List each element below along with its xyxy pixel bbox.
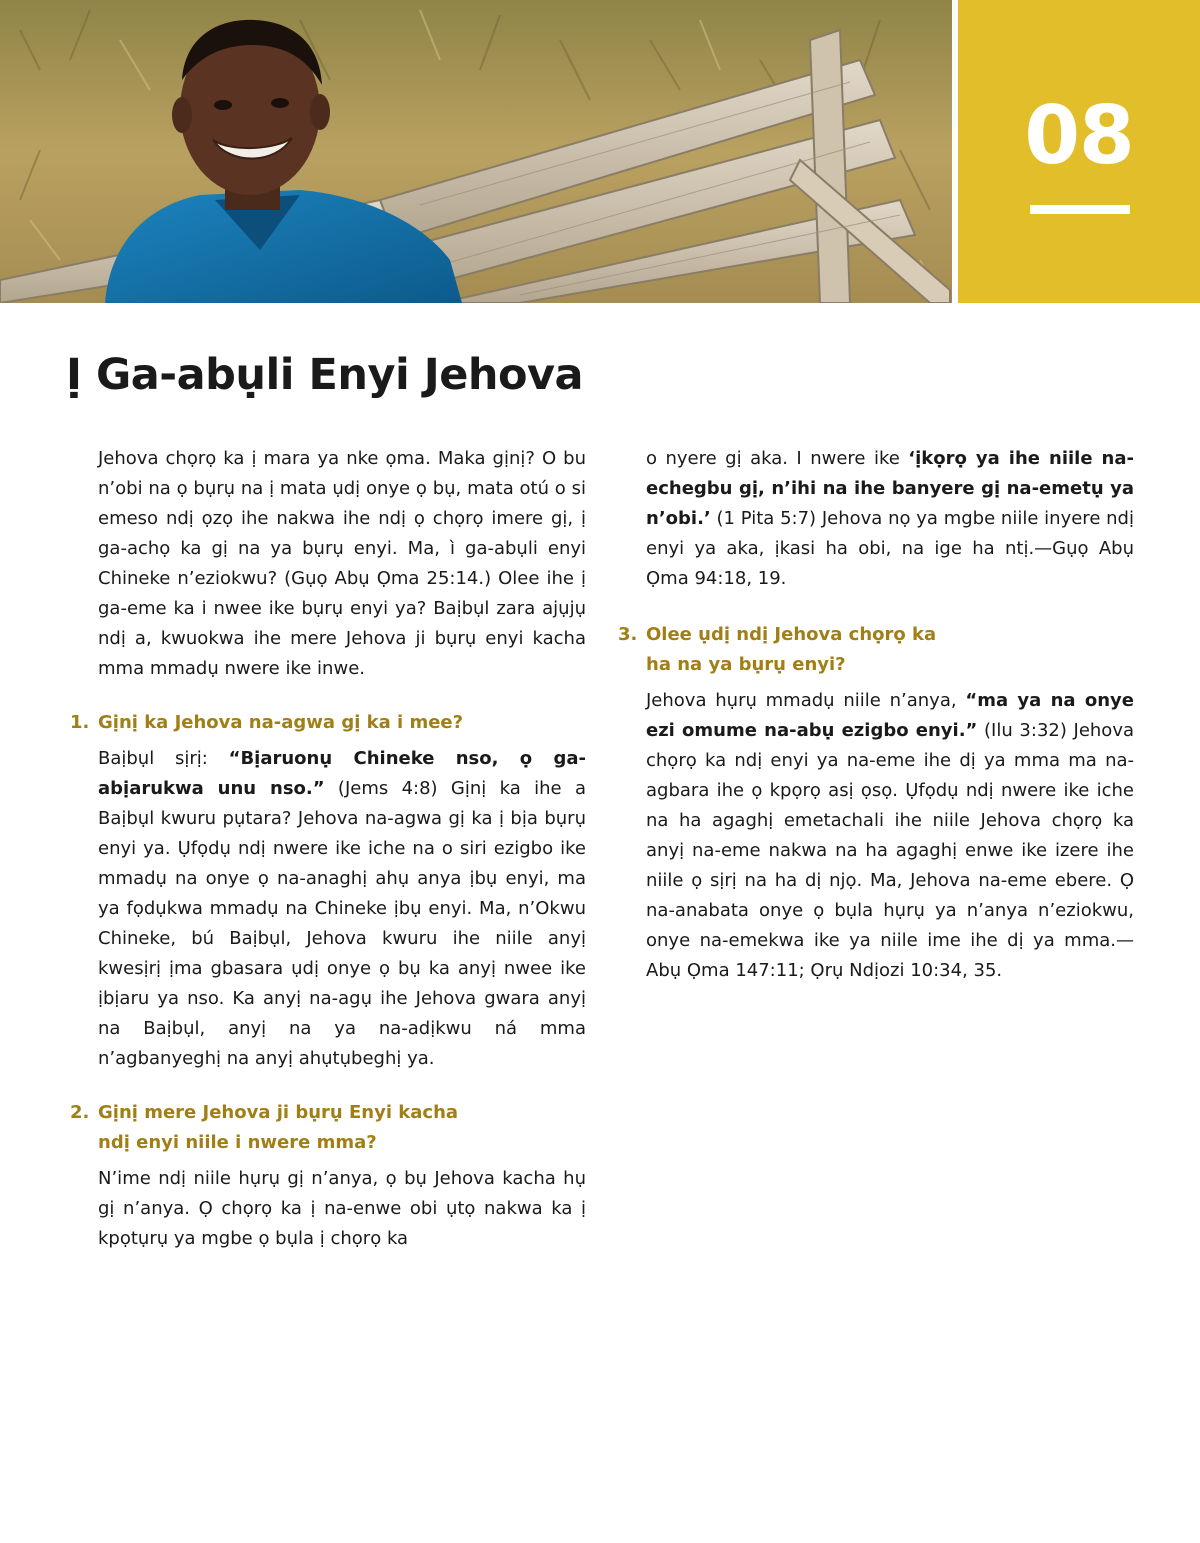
body-text: Baịbụl sịrị: [98,748,229,769]
body-text: Jehova hụrụ mmadụ niile n’anya, [646,690,966,711]
section-2-body-continued [646,444,1134,594]
left-column [70,444,586,1254]
body-text: (Ilu 3:32) Jehova chọrọ ka ndị enyi ya na-eme ihe dị ya mma ma na-agbara ihe ọ kpọrọ asị ọsọ. Ụfọdụ ndị nwere ike iche na ha agaghị emetachali ihe niile Jehova chọrọ ka anyị na-eme nakwa na ha agaghị enwe ike izere ihe niile ọ sịrị na ha dị njọ. Ma, Jehova na-eme ebere. Ọ na-anabata onye ọ bụla hụrụ ya n’anya n’eziokwu, onye na-emekwa ike ya niile ime ihe dị ya mma.—Abụ Ọma 147:11; Ọrụ Ndịozi 10:34, 35. [646,720,1134,981]
bold-quote: ‘ịkọrọ ya ihe niile na-echegbu gị, n’ihi na ihe banyere gị na-emetụ ya n’obi.’ [646,448,1134,529]
section-1-body [98,744,586,1074]
question-text [98,1098,586,1158]
question-2 [70,1098,586,1158]
chapter-number: 08 [1024,89,1134,182]
question-line: Gịnị mere Jehova ji bụrụ Enyi kacha [98,1102,459,1123]
intro-paragraph: Jehova chọrọ ka ị mara ya nke ọma. Maka gịnị? O bu n’obi na ọ bụrụ na ị mata ụdị onye ọ bụ, mata otú o si emeso ndị ọzọ ihe nakwa ihe ndị ọ chọrọ imere gị, ị ga-achọ ka gị na ya bụrụ enyi. Ma, ì ga-abụli enyi Chineke n’eziokwu? (Gụọ Abụ Ọma 25:14.) Olee ihe ị ga-eme ka i nwee ike bụrụ enyi ya? Baịbụl zara ajụjụ ndị a, kwuokwa ihe mere Jehova ji bụrụ enyi kacha mma mmadụ nwere ike inwe. [98,448,586,679]
question-3 [618,620,1134,680]
chapter-underline [1030,205,1130,214]
question-number: 2. [70,1102,90,1123]
question-number: 3. [618,624,638,645]
bold-quote: “ma ya na onye ezi omume na-abụ ezigbo enyi.” [646,690,1134,741]
section-2-body-start: N’ime ndị niile hụrụ gị n’anya, ọ bụ Jehova kacha hụ gị n’anya. Ọ chọrọ ka ị na-enwe obi ụtọ nakwa ka ị kpọtụrụ ya mgbe ọ bụla ị chọrọ ka [98,1168,586,1249]
page-title: Ị Ga-abụli Enyi Jehova [66,350,584,400]
smiling-man-leaning-on-wooden-fence-photo [0,0,952,303]
right-column [618,444,1134,986]
question-number: 1. [70,712,90,733]
chapter-badge [958,0,1200,303]
question-line: Olee ụdị ndị Jehova chọrọ ka [646,624,937,645]
question-line: ndị enyi niile i nwere mma? [98,1132,377,1153]
question-line: ha na ya bụrụ enyi? [646,654,846,675]
body-text: (1 Pita 5:7) Jehova nọ ya mgbe niile inyere ndị enyi ya aka, ịkasi ha obi, na ige ha ntị.—Gụọ Abụ Ọma 94:18, 19. [646,508,1134,589]
section-3-body [646,686,1134,986]
question-1 [70,708,586,738]
question-text: Gịnị ka Jehova na-agwa gị ka i mee? [98,712,464,733]
header-photo [0,0,952,303]
bold-quote: “Bịaruonụ Chineke nso, ọ ga-abịarukwa unu nso.” [98,748,586,799]
question-text [646,620,1134,680]
body-text: o nyere gị aka. I nwere ike [646,448,909,469]
body-text: (Jems 4:8) Gịnị ka ihe a Baịbụl kwuru pụtara? Jehova na-agwa gị ka ị bịa bụrụ enyi ya. Ụfọdụ ndị nwere ike iche na o siri ezigbo ike mmadụ na onye ọ na-anaghị ahụ anya ịbụ enyi, ma ya fọdụkwa mmadụ na Chineke ịbụ enyi. Ma, n’Okwu Chineke, bú Baịbụl, Jehova kwuru ihe niile anyị kwesịrị ịma gbasara ụdị onye ọ bụ ka anyị nwee ike ịbịaru ya nso. Ka anyị na-agụ ihe Jehova gwara anyị na Baịbụl, anyị na ya na-adịkwu ná mma n’agbanyeghị na anyị ahụtụbeghị ya. [98,778,586,1069]
